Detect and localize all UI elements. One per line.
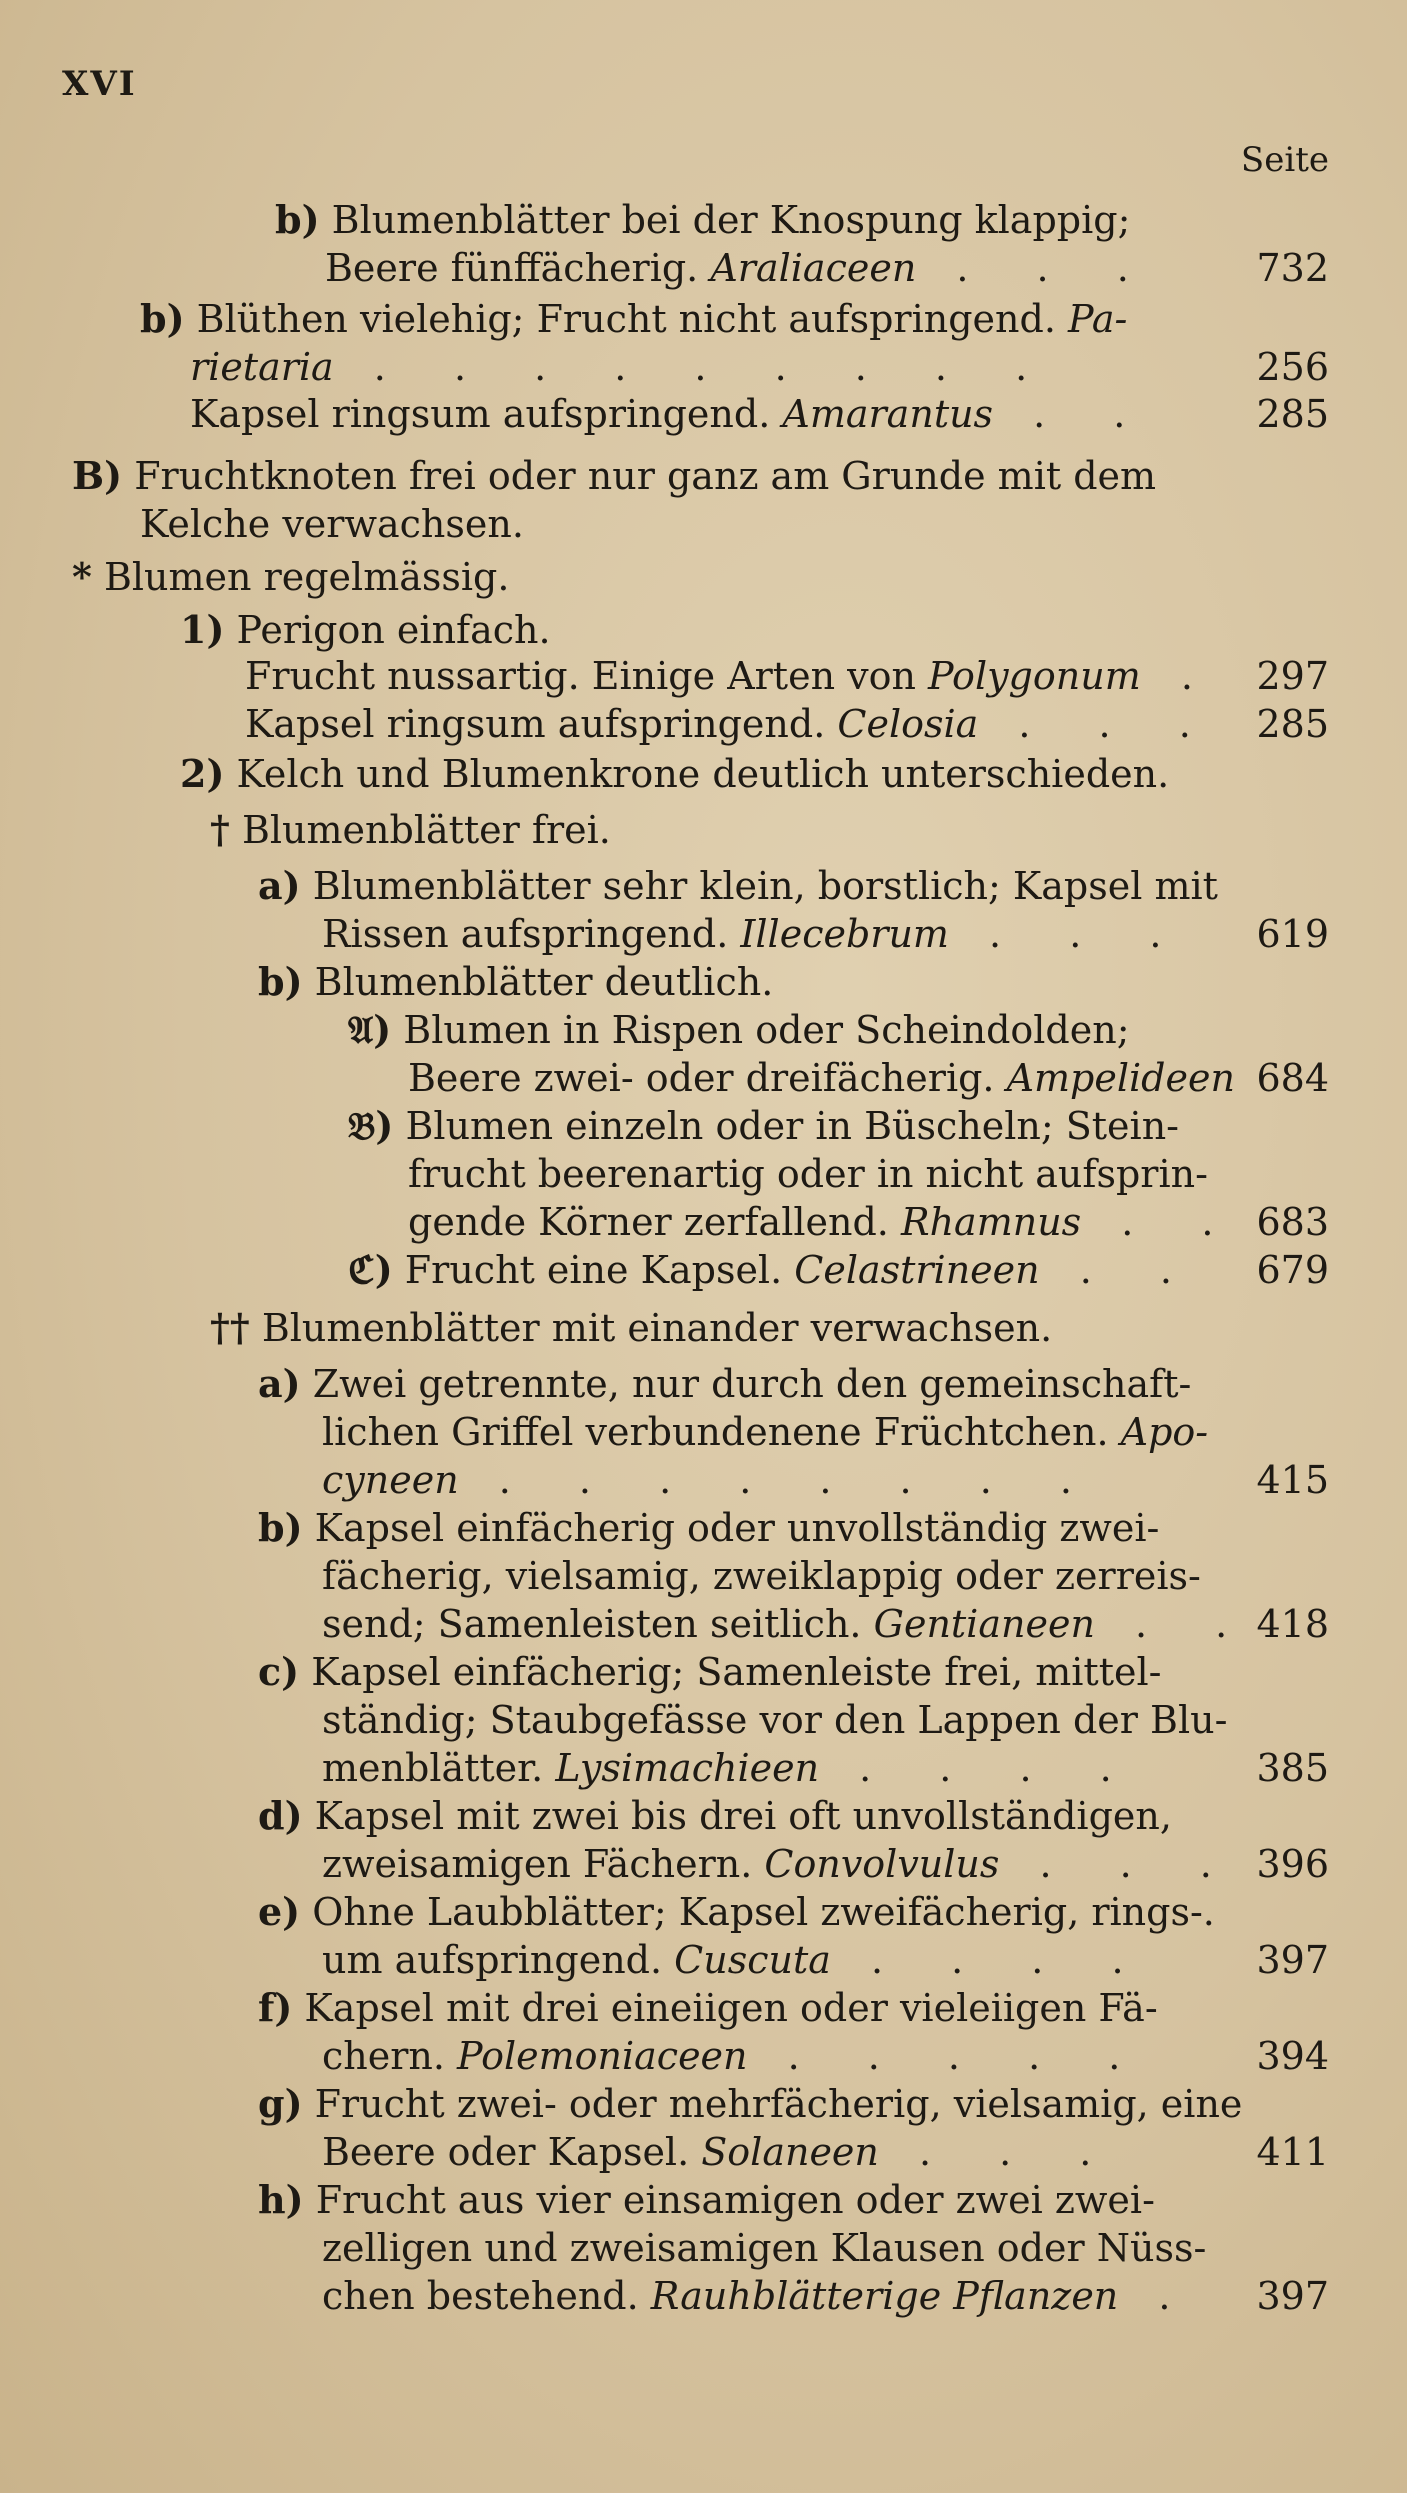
entry-text: Frucht nussartig. Einige Arten von [245,654,929,698]
index-line [190,343,1055,391]
leader-dots: . [1118,2274,1199,2318]
index-line [322,1936,1152,1984]
index-line [408,1054,1235,1102]
leader-dots: . . [1081,1200,1242,1244]
page-reference: 394 [1256,2034,1329,2078]
entry-text: chern. [322,2034,458,2078]
index-line [210,1304,1052,1352]
entry-marker: g) [258,2081,303,2126]
entry-text: Blumen einzeln oder in Büscheln; Stein- [393,1104,1180,1148]
entry-marker: b) [258,959,303,1004]
taxon-name: Polemoniaceen [457,2034,748,2078]
leader-dots: . . . [978,702,1219,746]
index-line [258,1792,1172,1840]
index-line [322,2224,1206,2272]
taxon-name: Solaneen [701,2130,879,2174]
index-line [322,910,1189,958]
page-reference: 256 [1256,345,1329,389]
index-line [348,1102,1179,1150]
entry-text: ständig; Staubgefässe vor den Lappen der Blu- [322,1698,1228,1742]
index-line [72,553,509,601]
entry-text: Kapsel einfächerig oder unvollständig zwei- [302,1506,1160,1550]
page-reference: 297 [1256,654,1329,698]
page-reference: 619 [1256,912,1329,956]
index-line [258,1888,1215,1936]
taxon-name: Amarantus [782,392,994,436]
taxon-name: Convolvulus [764,1842,1000,1886]
index-line [245,652,1221,700]
index-line [322,2032,1148,2080]
index-line [258,1504,1159,1552]
entry-text: Frucht eine Kapsel. [392,1248,795,1292]
entry-text: Beere oder Kapsel. [322,2130,702,2174]
page-reference: 385 [1256,1746,1329,1790]
entry-text: Fruchtknoten frei oder nur ganz am Grunde mit dem [122,454,1157,498]
page-reference: 732 [1256,246,1329,290]
leader-dots: . . . . [830,1938,1152,1982]
index-line [72,452,1156,500]
entry-text: gende Körner zerfallend. [408,1200,901,1244]
entry-marker: e) [258,1889,301,1934]
entry-marker: 2) [180,751,225,796]
page-reference: 683 [1256,1200,1329,1244]
page-number: XVI [62,64,137,104]
page-reference: 397 [1256,1938,1329,1982]
page-reference: 411 [1256,2130,1329,2174]
index-line [322,1840,1240,1888]
entry-text: Kapsel ringsum aufspringend. [245,702,838,746]
page-reference: 396 [1256,1842,1329,1886]
taxon-name: Lysimachieen [555,1746,820,1790]
index-line [348,1246,1200,1294]
entry-text: Blumen in Rispen oder Scheindolden; [391,1008,1130,1052]
index-line [322,2128,1119,2176]
entry-marker: 𝔄) [348,1007,392,1052]
entry-text: lichen Griffel verbundenene Früchtchen. [322,1410,1121,1454]
index-line [275,196,1130,244]
entry-marker: B) [72,453,123,498]
taxon-name: Apo- [1120,1410,1209,1454]
index-line [258,1648,1161,1696]
leader-dots: . . . [999,1842,1240,1886]
entry-text: Kapsel ringsum aufspringend. [190,392,783,436]
entry-text: Zwei getrennte, nur durch den gemeinschaft- [300,1362,1192,1406]
index-line [258,958,773,1006]
index-line [322,1696,1227,1744]
entry-marker: * [72,554,92,599]
column-header-seite: Seite [1240,140,1329,180]
entry-text: Ohne Laubblätter; Kapsel zweifächerig, rings-. [300,1890,1215,1934]
entry-text: menblätter. [322,1746,556,1790]
leader-dots: . [1140,654,1221,698]
taxon-name: Cuscuta [674,1938,831,1982]
entry-marker: c) [258,1649,300,1694]
taxon-name: Araliaceen [710,246,917,290]
page-reference: 418 [1256,1602,1329,1646]
index-line [322,1456,1100,1504]
entry-marker: f) [258,1985,293,2030]
leader-dots: . . . [948,912,1190,956]
entry-text: Blumenblätter deutlich. [302,960,774,1004]
entry-text: Kelche verwachsen. [140,502,524,546]
entry-text: zweisamigen Fächern. [322,1842,765,1886]
entry-text: chen bestehend. [322,2274,651,2318]
entry-text: Blumenblätter bei der Knospung klappig; [319,198,1131,242]
entry-text: Beere zwei- oder dreifächerig. [408,1056,1007,1100]
entry-marker: a) [258,1361,301,1406]
index-line [322,1408,1208,1456]
taxon-name: Rauhblätterige Pflanzen [650,2274,1119,2318]
page-reference: 415 [1256,1458,1329,1502]
index-line [408,1150,1208,1198]
entry-marker: b) [258,1505,303,1550]
page-reference: 285 [1256,392,1329,436]
entry-text: Rissen aufspringend. [322,912,741,956]
entry-text: Blumenblätter frei. [229,808,611,852]
entry-text: Kapsel mit zwei bis drei oft unvollständigen, [302,1794,1172,1838]
taxon-name: cyneen [322,1458,459,1502]
index-line [210,806,611,854]
entry-marker: h) [258,2177,304,2222]
entry-marker: a) [258,863,301,908]
index-line [322,2272,1198,2320]
taxon-name: Celastrineen [794,1248,1040,1292]
entry-text: fächerig, vielsamig, zweiklappig oder zerreis- [322,1554,1201,1598]
leader-dots: . . . [916,246,1157,290]
taxon-name: Rhamnus [900,1200,1082,1244]
entry-text: Blumenblätter sehr klein, borstlich; Kapsel mit [300,864,1218,908]
taxon-name: Polygonum [928,654,1141,698]
page-reference: 684 [1256,1056,1329,1100]
page-reference: 285 [1256,702,1329,746]
index-line [325,244,1157,292]
index-line [258,2080,1242,2128]
entry-text: frucht beerenartig oder in nicht aufsprin- [408,1152,1208,1196]
leader-dots: . . [1094,1602,1256,1646]
entry-text: send; Samenleisten seitlich. [322,1602,874,1646]
entry-text: Frucht aus vier einsamigen oder zwei zwei- [303,2178,1155,2222]
index-line [258,1360,1191,1408]
entry-text: um aufspringend. [322,1938,675,1982]
index-line [245,700,1219,748]
entry-text: Kapsel mit drei eineiigen oder vieleiigen Fä- [292,1986,1158,2030]
entry-text: Perigon einfach. [224,608,551,652]
page-reference: 397 [1256,2274,1329,2318]
entry-text: Kelch und Blumenkrone deutlich unterschieden. [224,752,1170,796]
entry-marker: b) [275,197,320,242]
entry-text: Beere fünffächerig. [325,246,711,290]
index-line [408,1198,1242,1246]
index-line [258,2176,1155,2224]
entry-text: Kapsel einfächerig; Samenleiste frei, mittel- [299,1650,1162,1694]
entry-text: Blumenblätter mit einander verwachsen. [249,1306,1053,1350]
entry-marker: †† [210,1305,250,1350]
leader-dots: . . . . [819,1746,1140,1790]
index-line [322,1552,1201,1600]
leader-dots: . . [993,392,1154,436]
page-reference: 679 [1256,1248,1329,1292]
index-line [322,1600,1255,1648]
index-line [322,1744,1140,1792]
entry-marker: 𝔅) [348,1103,394,1148]
taxon-name: Gentianeen [873,1602,1095,1646]
entry-text: zelligen und zweisamigen Klausen oder Nüss- [322,2226,1207,2270]
entry-text: Blüthen vielehig; Frucht nicht aufspringend. [184,297,1068,341]
entry-marker: † [210,807,230,852]
taxon-name: rietaria [190,345,334,389]
entry-marker: b) [140,296,185,341]
index-line [258,1984,1158,2032]
index-line [140,500,524,548]
index-line [180,750,1169,798]
taxon-name: Ampelideen [1006,1056,1235,1100]
taxon-name: Pa- [1068,297,1128,341]
entry-text: Blumen regelmässig. [91,555,510,599]
entry-marker: d) [258,1793,303,1838]
leader-dots: . . . [878,2130,1120,2174]
leader-dots: . . . . . . . . . [333,345,1056,389]
leader-dots: . . . . . [747,2034,1149,2078]
index-line [258,862,1218,910]
taxon-name: Celosia [837,702,979,746]
entry-marker: 1) [180,607,225,652]
entry-text: Frucht zwei- oder mehrfächerig, vielsamig, eine [302,2082,1243,2126]
index-line [348,1006,1130,1054]
taxon-name: Illecebrum [740,912,949,956]
leader-dots: . . [1039,1248,1200,1292]
leader-dots: . . . . . . . . [458,1458,1100,1502]
index-line [190,390,1153,438]
index-line [140,295,1127,343]
entry-marker: ℭ) [348,1247,393,1292]
index-line [180,606,551,654]
